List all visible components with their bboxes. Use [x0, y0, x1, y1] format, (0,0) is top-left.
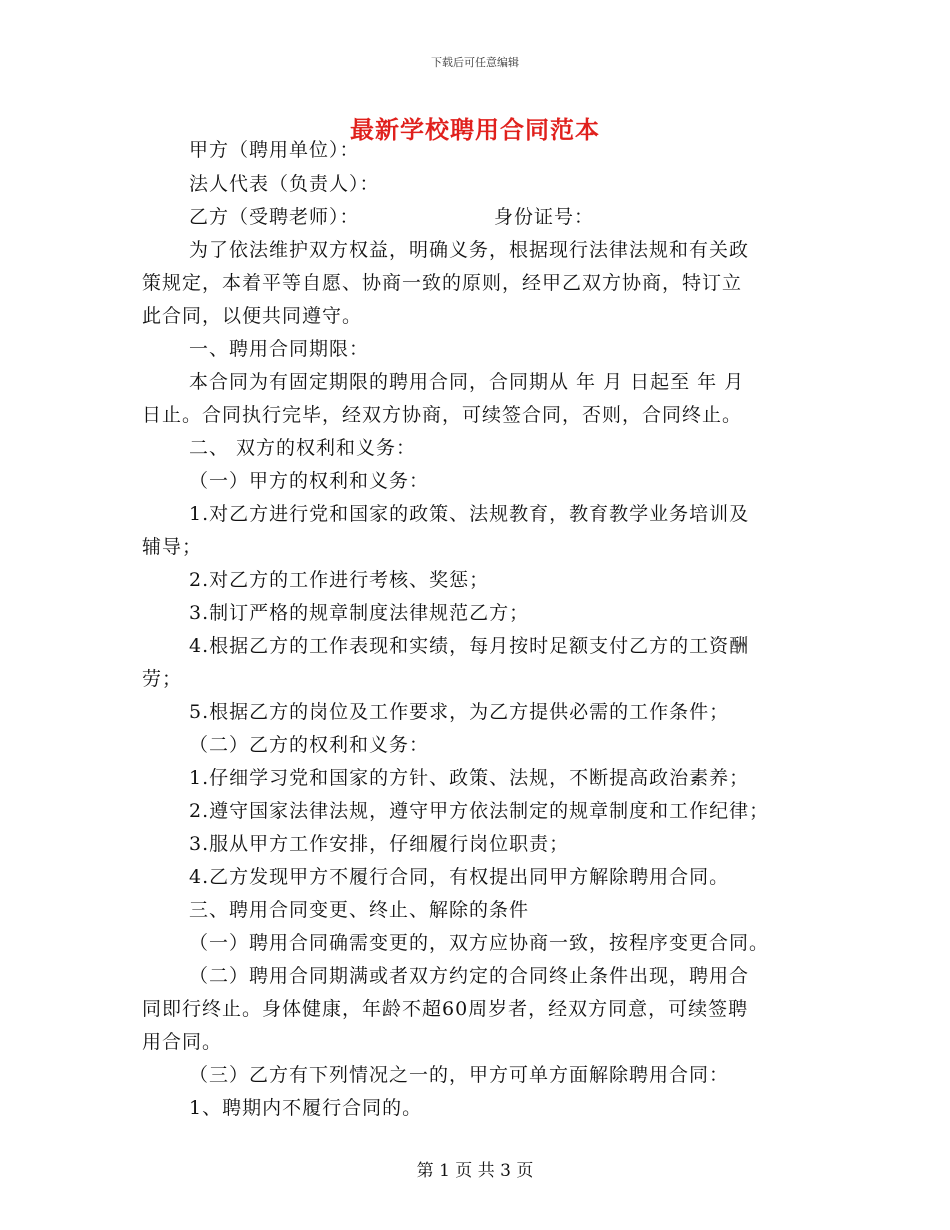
paragraph-line: 策规定，本着平等自愿、协商一致的原则，经甲乙双方协商，特订立 — [142, 272, 743, 294]
legal-rep-line: 法人代表（负责人）： — [189, 173, 380, 195]
list-item: 劳； — [142, 668, 183, 690]
list-item: 3.服从甲方工作安排，仔细履行岗位职责； — [189, 833, 570, 855]
list-item: 1.仔细学习党和国家的方针、政策、法规，不断提高政治素养； — [189, 767, 750, 789]
paragraph-line: （三）乙方有下列情况之一的，甲方可单方面解除聘用合同： — [189, 1064, 730, 1086]
subsection-heading: （二）乙方的权利和义务： — [189, 734, 430, 756]
document-title: 最新学校聘用合同范本 — [350, 115, 600, 144]
section-heading: 二、 双方的权利和义务： — [189, 437, 417, 459]
paragraph-line: 本合同为有固定期限的聘用合同，合同期从 年 月 日起至 年 月 — [189, 371, 745, 393]
list-item: 3.制订严格的规章制度法律规范乙方； — [189, 602, 530, 624]
paragraph-line: （一）聘用合同确需变更的，双方应协商一致，按程序变更合同。 — [189, 932, 770, 954]
list-item: 5.根据乙方的岗位及工作要求，为乙方提供必需的工作条件； — [189, 701, 730, 723]
list-item: 辅导； — [142, 536, 203, 558]
page-number-footer: 第 1 页 共 3 页 — [416, 1161, 534, 1181]
section-heading: 一、聘用合同期限： — [189, 338, 370, 360]
list-item: 1、聘期内不履行合同的。 — [189, 1097, 423, 1119]
list-item: 2.对乙方的工作进行考核、奖惩； — [189, 569, 490, 591]
section-heading: 三、聘用合同变更、终止、解除的条件 — [189, 899, 530, 921]
header-note: 下载后可任意编辑 — [431, 56, 519, 69]
paragraph-line: 用合同。 — [142, 1031, 223, 1053]
subsection-heading: （一）甲方的权利和义务： — [189, 470, 430, 492]
id-number-line: 身份证号： — [494, 206, 595, 228]
list-item: 2.遵守国家法律法规，遵守甲方依法制定的规章制度和工作纪律； — [189, 800, 770, 822]
party-a-line: 甲方（聘用单位）： — [189, 139, 360, 161]
list-item: 4.乙方发现甲方不履行合同，有权提出同甲方解除聘用合同。 — [189, 866, 730, 888]
party-b-line: 乙方（受聘老师）： — [189, 206, 360, 228]
paragraph-line: 此合同，以便共同遵守。 — [142, 305, 363, 327]
paragraph-line: （二）聘用合同期满或者双方约定的合同终止条件出现，聘用合 — [189, 965, 750, 987]
list-item: 4.根据乙方的工作表现和实绩，每月按时足额支付乙方的工资酬 — [189, 635, 750, 657]
list-item: 1.对乙方进行党和国家的政策、法规教育，教育教学业务培训及 — [189, 503, 750, 525]
paragraph-line: 为了依法维护双方权益，明确义务，根据现行法律法规和有关政 — [189, 239, 750, 261]
paragraph-line: 同即行终止。身体健康，年龄不超60周岁者，经双方同意，可续签聘 — [142, 998, 749, 1020]
paragraph-line: 日止。合同执行完毕，经双方协商，可续签合同，否则，合同终止。 — [142, 404, 743, 426]
